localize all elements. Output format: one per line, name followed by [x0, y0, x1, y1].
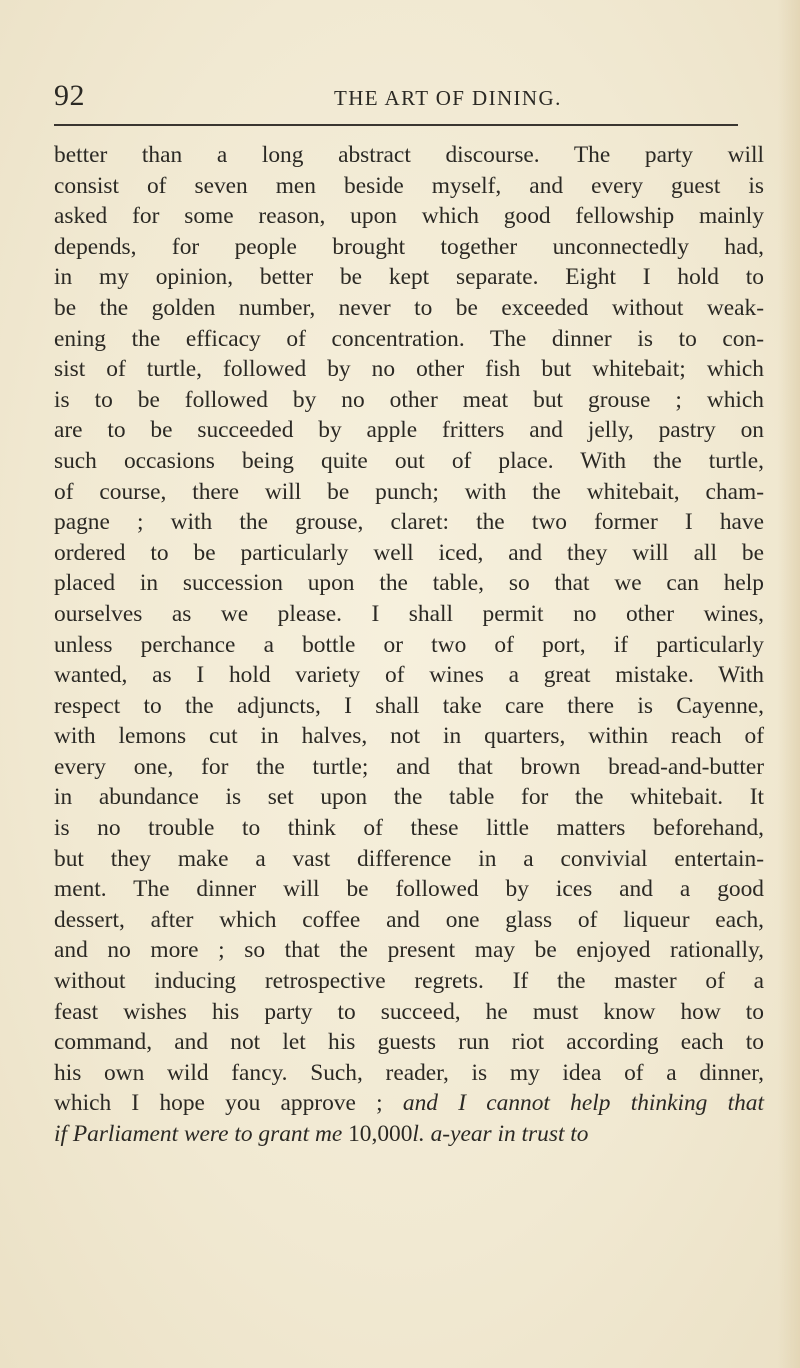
text-line: without inducing retrospective regrets. If the master of a	[54, 968, 764, 995]
text-line: wanted, as I hold variety of wines a great mistake. With	[54, 662, 764, 689]
text-line: such occasions being quite out of place. With the turtle,	[54, 447, 764, 474]
text-line: depends, for people brought together unconnectedly had,	[54, 233, 764, 260]
text-line: every one, for the turtle; and that brown bread-and-butter	[54, 753, 764, 780]
text-line: pagne ; with the grouse, claret: the two former I have	[54, 509, 764, 536]
text-line: his own wild fancy. Such, reader, is my idea of a dinner,	[54, 1059, 764, 1086]
header-rule	[54, 124, 738, 126]
text-line: placed in succession upon the table, so that we can help	[54, 570, 764, 597]
text-run-italic: l. a-year in trust to	[412, 1121, 589, 1147]
text-line: better than a long abstract discourse. The party will	[54, 142, 764, 168]
text-line: is no trouble to think of these little matters beforehand,	[54, 815, 764, 842]
text-line: ordered to be particularly well iced, and they will all be	[54, 539, 764, 566]
text-line: ening the efficacy of concentration. The dinner is to con-	[54, 325, 764, 352]
text-line-mixed	[54, 1088, 764, 1119]
text-line: feast wishes his party to succeed, he must know how to	[54, 998, 764, 1025]
text-run-plain: which I hope you approve ;	[54, 1090, 403, 1117]
text-line: are to be succeeded by apple fritters and jelly, pastry on	[54, 417, 764, 444]
page-edge-shadow	[778, 0, 800, 1368]
text-line: consist of seven men beside myself, and every guest is	[54, 172, 764, 199]
text-line-mixed	[54, 1119, 764, 1150]
text-line: dessert, after which coffee and one glass of liqueur each,	[54, 906, 764, 933]
text-line: ourselves as we please. I shall permit no other wines,	[54, 600, 764, 627]
text-line: ment. The dinner will be followed by ices and a good	[54, 876, 764, 903]
text-line: in my opinion, better be kept separate. Eight I hold to	[54, 264, 764, 291]
text-line: with lemons cut in halves, not in quarters, within reach of	[54, 723, 764, 750]
text-line: of course, there will be punch; with the whitebait, cham-	[54, 478, 764, 505]
text-run-plain: 10,000	[348, 1121, 413, 1147]
page-number: 92	[54, 79, 85, 112]
text-line: and no more ; so that the present may be enjoyed rationally,	[54, 937, 764, 964]
text-line: unless perchance a bottle or two of port, if particularly	[54, 631, 764, 658]
text-run-italic: if Parliament were to grant me	[54, 1121, 349, 1147]
text-line: in abundance is set upon the table for the whitebait. It	[54, 784, 764, 811]
text-line: be the golden number, never to be exceeded without weak-	[54, 294, 764, 321]
body-text	[54, 140, 764, 1150]
page-header	[54, 80, 754, 112]
text-line: but they make a vast difference in a convivial entertain-	[54, 845, 764, 872]
text-line: respect to the adjuncts, I shall take care there is Cayenne,	[54, 692, 764, 719]
text-line: command, and not let his guests run riot according each to	[54, 1029, 764, 1056]
running-head: THE ART OF DINING.	[334, 86, 562, 110]
text-line: asked for some reason, upon which good fellowship mainly	[54, 203, 764, 230]
text-run-italic: and I cannot help thinking that	[402, 1090, 764, 1117]
text-line: sist of turtle, followed by no other fish but whitebait; which	[54, 356, 764, 383]
text-line: is to be followed by no other meat but grouse ; which	[54, 386, 764, 413]
